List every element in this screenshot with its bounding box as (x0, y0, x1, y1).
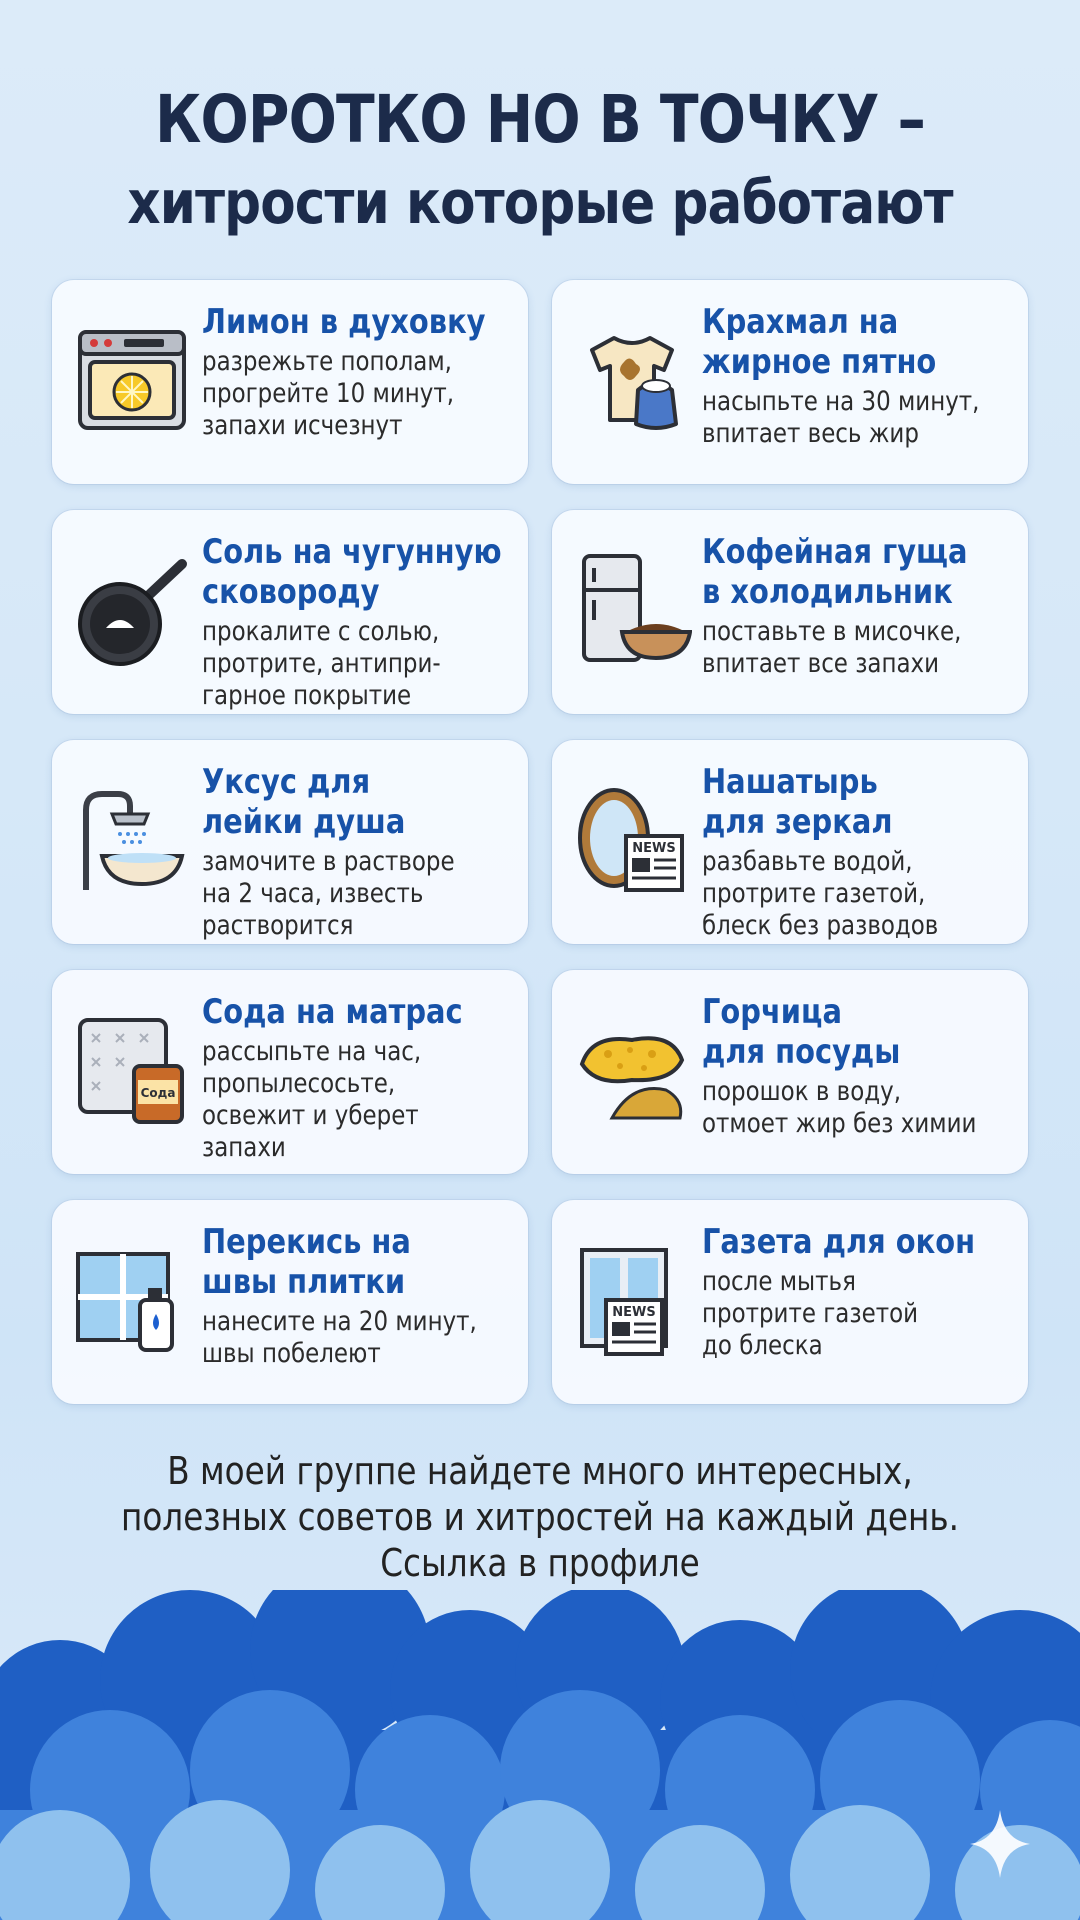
tip-title: Крахмал на жирное пятно (702, 302, 937, 382)
tip-title: Уксус для лейки душа (202, 762, 406, 842)
footer-line-2: полезных советов и хитростей на каждый день. (120, 1495, 960, 1539)
tip-title: Кофейная гуща в холодильник (702, 532, 968, 612)
tip-card-peroxide (52, 1200, 528, 1404)
news-label: NEWS (612, 1305, 656, 1320)
tip-title: Соль на чугунную сковороду (202, 532, 502, 612)
tip-card-lemon (52, 280, 528, 484)
tip-card-ammonia (552, 740, 1028, 944)
tip-card-salt-pan (52, 510, 528, 714)
tip-title: Нашатырь для зеркал (702, 762, 893, 842)
tip-description: после мытья протрите газетой до блеска (702, 1266, 919, 1361)
window-newspaper-icon (572, 1240, 692, 1360)
soda-label: Сода (140, 1086, 176, 1100)
mattress-soda-icon (72, 1010, 192, 1130)
tip-title: Горчица для посуды (702, 992, 901, 1072)
footer-text (0, 1448, 1080, 1586)
title-line-2: хитрости которые работают (127, 168, 953, 238)
tip-title: Сода на матрас (202, 992, 463, 1032)
tip-card-newspaper (552, 1200, 1028, 1404)
news-label: NEWS (632, 841, 676, 856)
tip-description: насыпьте на 30 минут, впитает весь жир (702, 386, 980, 449)
tip-description: порошок в воду, отмоет жир без химии (702, 1076, 977, 1139)
tip-title: Перекись на швы плитки (202, 1222, 411, 1302)
tip-description: замочите в растворе на 2 часа, известь растворится (202, 846, 455, 941)
footer-line-3: Ссылка в профиле (380, 1541, 700, 1585)
fridge-bowl-icon (572, 550, 692, 670)
clouds-decoration (0, 1590, 1080, 1920)
tip-card-starch (552, 280, 1028, 484)
oven-lemon-icon (72, 320, 192, 440)
tip-card-coffee (552, 510, 1028, 714)
tiles-bottle-icon (72, 1240, 192, 1360)
tip-description: разбавьте водой, протрите газетой, блеск без разводов (702, 846, 939, 941)
mirror-newspaper-icon (572, 780, 692, 900)
title-line-1: КОРОТКО НО В ТОЧКУ – (154, 81, 926, 158)
footer-line-1: В моей группе найдете много интересных, (167, 1449, 913, 1493)
tip-title: Газета для окон (702, 1222, 976, 1262)
sponge-mustard-icon (572, 1010, 692, 1130)
tip-description: разрежьте пополам, прогрейте 10 минут, запахи исчезнут (202, 346, 455, 441)
frying-pan-icon (72, 550, 192, 670)
tip-description: прокалите с солью, протрите, антипри- гарное покрытие (202, 616, 441, 711)
tip-card-vinegar (52, 740, 528, 944)
tip-card-mustard (552, 970, 1028, 1174)
page-title (0, 78, 1080, 244)
tip-description: поставьте в мисочке, впитает все запахи (702, 616, 962, 679)
tip-card-soda (52, 970, 528, 1174)
shower-head-icon (72, 780, 192, 900)
tip-description: нанесите на 20 минут, швы побелеют (202, 1306, 477, 1369)
tshirt-starch-icon (572, 320, 692, 440)
tip-title: Лимон в духовку (202, 302, 486, 342)
tip-description: рассыпьте на час, пропылесосьте, освежит и уберет запахи (202, 1036, 422, 1163)
